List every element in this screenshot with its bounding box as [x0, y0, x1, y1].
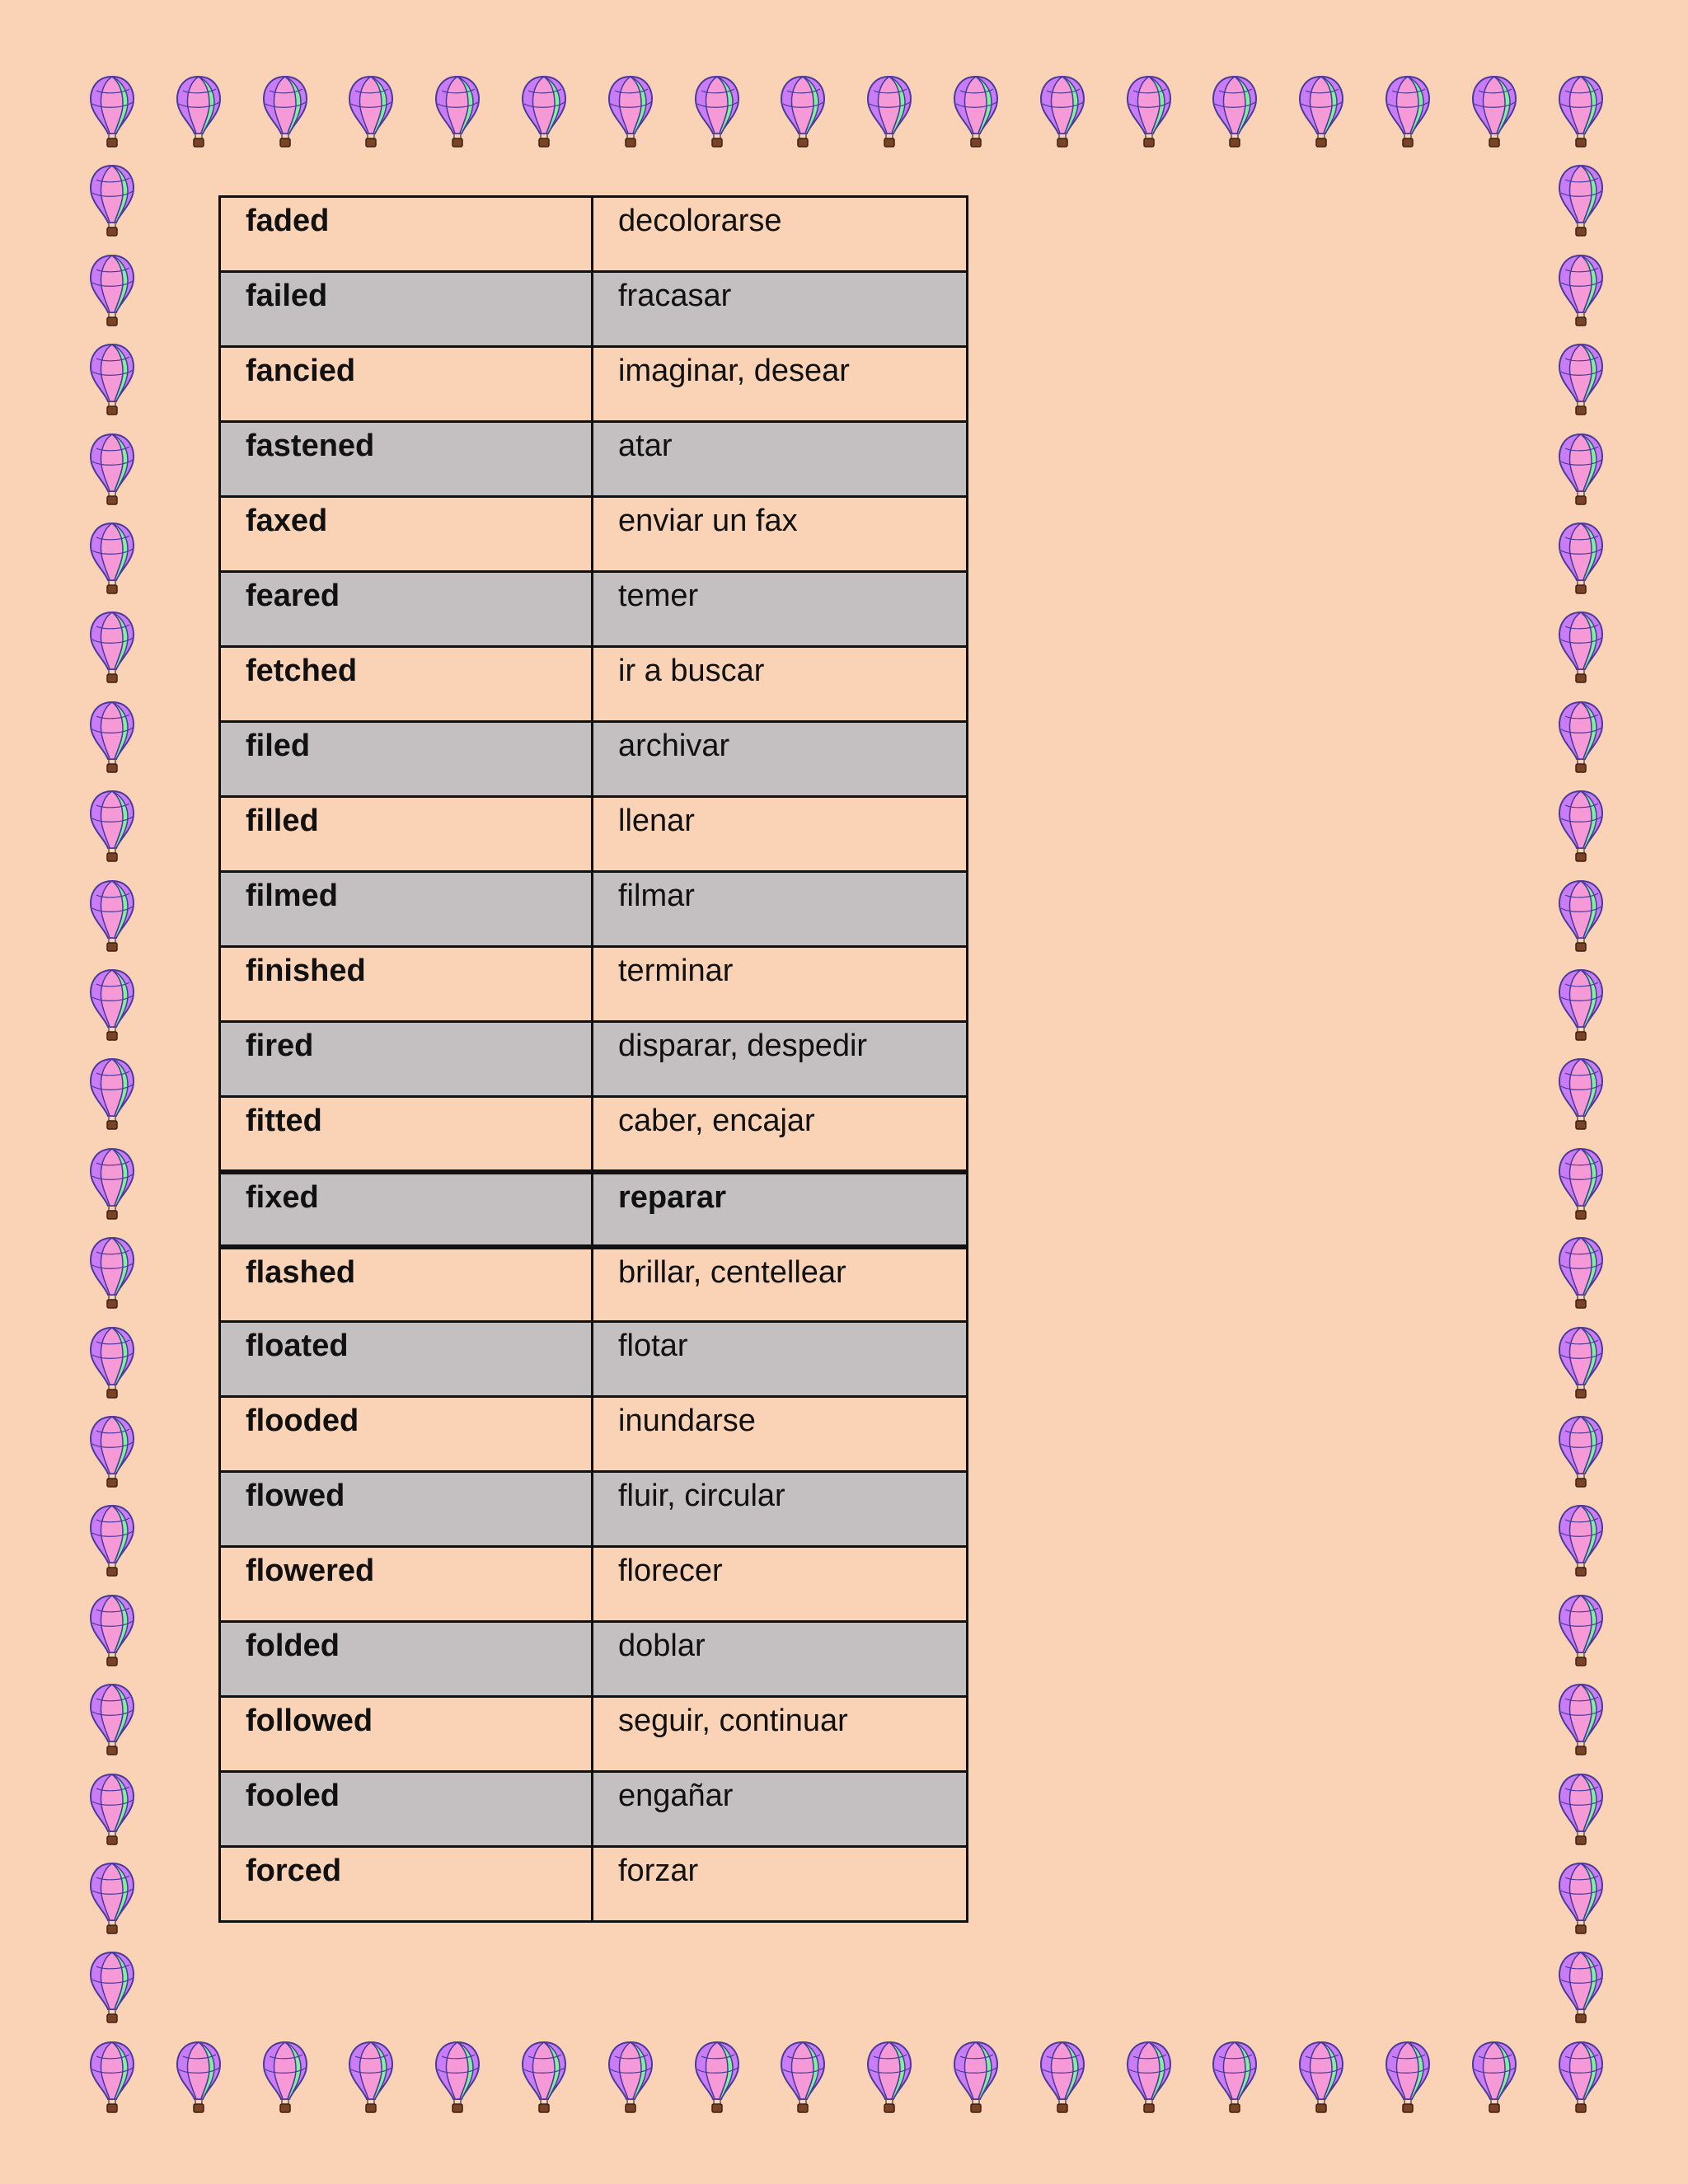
hot-air-balloon-icon [85, 968, 139, 1043]
hot-air-balloon-icon [430, 2040, 485, 2116]
hot-air-balloon-icon [1554, 1950, 1608, 2026]
hot-air-balloon-icon [1554, 1146, 1608, 1222]
table-row [220, 1472, 968, 1547]
hot-air-balloon-icon [171, 74, 226, 150]
hot-air-balloon-icon [1554, 1772, 1608, 1848]
hot-air-balloon-icon [85, 432, 139, 508]
hot-air-balloon-icon [258, 74, 312, 150]
hot-air-balloon-icon [1467, 74, 1522, 150]
hot-air-balloon-icon [1381, 2040, 1435, 2116]
hot-air-balloon-icon [85, 1235, 139, 1311]
hot-air-balloon-icon [949, 2040, 1003, 2116]
spanish-translation: ir a buscar [593, 647, 968, 722]
hot-air-balloon-icon [517, 2040, 571, 2116]
hot-air-balloon-icon [1122, 74, 1176, 150]
hot-air-balloon-icon [85, 253, 139, 329]
spanish-translation: engañar [593, 1772, 968, 1847]
table-row [220, 1097, 968, 1172]
hot-air-balloon-icon [776, 2040, 830, 2116]
table-row [220, 1022, 968, 1097]
hot-air-balloon-icon [85, 74, 139, 150]
hot-air-balloon-icon [1294, 2040, 1348, 2116]
hot-air-balloon-icon [85, 879, 139, 954]
hot-air-balloon-icon [1467, 2040, 1522, 2116]
hot-air-balloon-icon [85, 1682, 139, 1758]
hot-air-balloon-icon [1554, 879, 1608, 954]
hot-air-balloon-icon [85, 1772, 139, 1848]
vocabulary-table [218, 195, 968, 1923]
hot-air-balloon-icon [85, 342, 139, 418]
table-row [220, 197, 968, 272]
english-word: flowed [220, 1472, 593, 1547]
hot-air-balloon-icon [85, 1325, 139, 1401]
hot-air-balloon-icon [85, 789, 139, 865]
spanish-translation: caber, encajar [593, 1097, 968, 1172]
table-row [220, 1547, 968, 1622]
hot-air-balloon-icon [1207, 2040, 1262, 2116]
english-word: filled [220, 797, 593, 872]
hot-air-balloon-icon [1554, 968, 1608, 1043]
hot-air-balloon-icon [1122, 2040, 1176, 2116]
table-row [220, 722, 968, 797]
spanish-translation: doblar [593, 1622, 968, 1697]
hot-air-balloon-icon [85, 163, 139, 239]
hot-air-balloon-icon [1554, 253, 1608, 329]
english-word: fetched [220, 647, 593, 722]
english-word: fixed [220, 1172, 593, 1247]
english-word: filed [220, 722, 593, 797]
vocabulary-table-body [220, 197, 968, 1922]
table-row [220, 947, 968, 1022]
hot-air-balloon-icon [1554, 700, 1608, 776]
table-row [220, 272, 968, 347]
hot-air-balloon-icon [171, 2040, 226, 2116]
hot-air-balloon-icon [1554, 1235, 1608, 1311]
hot-air-balloon-icon [776, 74, 830, 150]
hot-air-balloon-icon [85, 521, 139, 597]
hot-air-balloon-icon [1294, 74, 1348, 150]
spanish-translation: decolorarse [593, 197, 968, 272]
english-word: fired [220, 1022, 593, 1097]
table-row [220, 647, 968, 722]
hot-air-balloon-icon [85, 1593, 139, 1669]
hot-air-balloon-icon [690, 74, 744, 150]
english-word: fastened [220, 422, 593, 497]
table-row [220, 1697, 968, 1772]
hot-air-balloon-icon [85, 1414, 139, 1490]
table-row [220, 1847, 968, 1922]
english-word: faxed [220, 497, 593, 572]
spanish-translation: seguir, continuar [593, 1697, 968, 1772]
hot-air-balloon-icon [1554, 1861, 1608, 1937]
hot-air-balloon-icon [1554, 1325, 1608, 1401]
hot-air-balloon-icon [1554, 1503, 1608, 1579]
hot-air-balloon-icon [1554, 2040, 1608, 2116]
spanish-translation: terminar [593, 947, 968, 1022]
table-row [220, 497, 968, 572]
hot-air-balloon-icon [1207, 74, 1262, 150]
english-word: flowered [220, 1547, 593, 1622]
hot-air-balloon-icon [85, 1861, 139, 1937]
table-row [220, 572, 968, 647]
hot-air-balloon-icon [862, 74, 917, 150]
hot-air-balloon-icon [85, 2040, 139, 2116]
spanish-translation: enviar un fax [593, 497, 968, 572]
table-row [220, 1172, 968, 1247]
hot-air-balloon-icon [862, 2040, 917, 2116]
hot-air-balloon-icon [85, 1503, 139, 1579]
hot-air-balloon-icon [1554, 789, 1608, 865]
hot-air-balloon-icon [430, 74, 485, 150]
english-word: filmed [220, 872, 593, 947]
table-row [220, 347, 968, 422]
table-row [220, 1322, 968, 1397]
spanish-translation: atar [593, 422, 968, 497]
spanish-translation: temer [593, 572, 968, 647]
spanish-translation: llenar [593, 797, 968, 872]
english-word: folded [220, 1622, 593, 1697]
spanish-translation: inundarse [593, 1397, 968, 1472]
hot-air-balloon-icon [85, 1950, 139, 2026]
hot-air-balloon-icon [1554, 74, 1608, 150]
spanish-translation: imaginar, desear [593, 347, 968, 422]
table-row [220, 872, 968, 947]
english-word: finished [220, 947, 593, 1022]
spanish-translation: filmar [593, 872, 968, 947]
hot-air-balloon-icon [1554, 1057, 1608, 1132]
hot-air-balloon-icon [85, 1057, 139, 1132]
hot-air-balloon-icon [603, 2040, 658, 2116]
spanish-translation: fluir, circular [593, 1472, 968, 1547]
spanish-translation: fracasar [593, 272, 968, 347]
english-word: floated [220, 1322, 593, 1397]
english-word: faded [220, 197, 593, 272]
hot-air-balloon-icon [1554, 521, 1608, 597]
table-row [220, 1247, 968, 1322]
spanish-translation: archivar [593, 722, 968, 797]
hot-air-balloon-icon [1554, 1414, 1608, 1490]
hot-air-balloon-icon [1035, 2040, 1090, 2116]
table-row [220, 1397, 968, 1472]
english-word: forced [220, 1847, 593, 1922]
spanish-translation: flotar [593, 1322, 968, 1397]
hot-air-balloon-icon [344, 74, 398, 150]
english-word: flashed [220, 1247, 593, 1322]
english-word: fancied [220, 347, 593, 422]
hot-air-balloon-icon [1554, 432, 1608, 508]
hot-air-balloon-icon [949, 74, 1003, 150]
table-row [220, 797, 968, 872]
spanish-translation: reparar [593, 1172, 968, 1247]
table-row [220, 1622, 968, 1697]
hot-air-balloon-icon [1381, 74, 1435, 150]
hot-air-balloon-icon [690, 2040, 744, 2116]
english-word: fooled [220, 1772, 593, 1847]
hot-air-balloon-icon [603, 74, 658, 150]
english-word: followed [220, 1697, 593, 1772]
hot-air-balloon-icon [1554, 163, 1608, 239]
hot-air-balloon-icon [258, 2040, 312, 2116]
english-word: failed [220, 272, 593, 347]
hot-air-balloon-icon [344, 2040, 398, 2116]
hot-air-balloon-icon [85, 1146, 139, 1222]
hot-air-balloon-icon [1554, 342, 1608, 418]
english-word: fitted [220, 1097, 593, 1172]
hot-air-balloon-icon [1554, 1593, 1608, 1669]
hot-air-balloon-icon [85, 610, 139, 686]
hot-air-balloon-icon [85, 700, 139, 776]
hot-air-balloon-icon [1554, 610, 1608, 686]
spanish-translation: forzar [593, 1847, 968, 1922]
spanish-translation: disparar, despedir [593, 1022, 968, 1097]
spanish-translation: brillar, centellear [593, 1247, 968, 1322]
hot-air-balloon-icon [517, 74, 571, 150]
spanish-translation: florecer [593, 1547, 968, 1622]
hot-air-balloon-icon [1554, 1682, 1608, 1758]
english-word: flooded [220, 1397, 593, 1472]
english-word: feared [220, 572, 593, 647]
hot-air-balloon-icon [1035, 74, 1090, 150]
table-row [220, 422, 968, 497]
table-row [220, 1772, 968, 1847]
